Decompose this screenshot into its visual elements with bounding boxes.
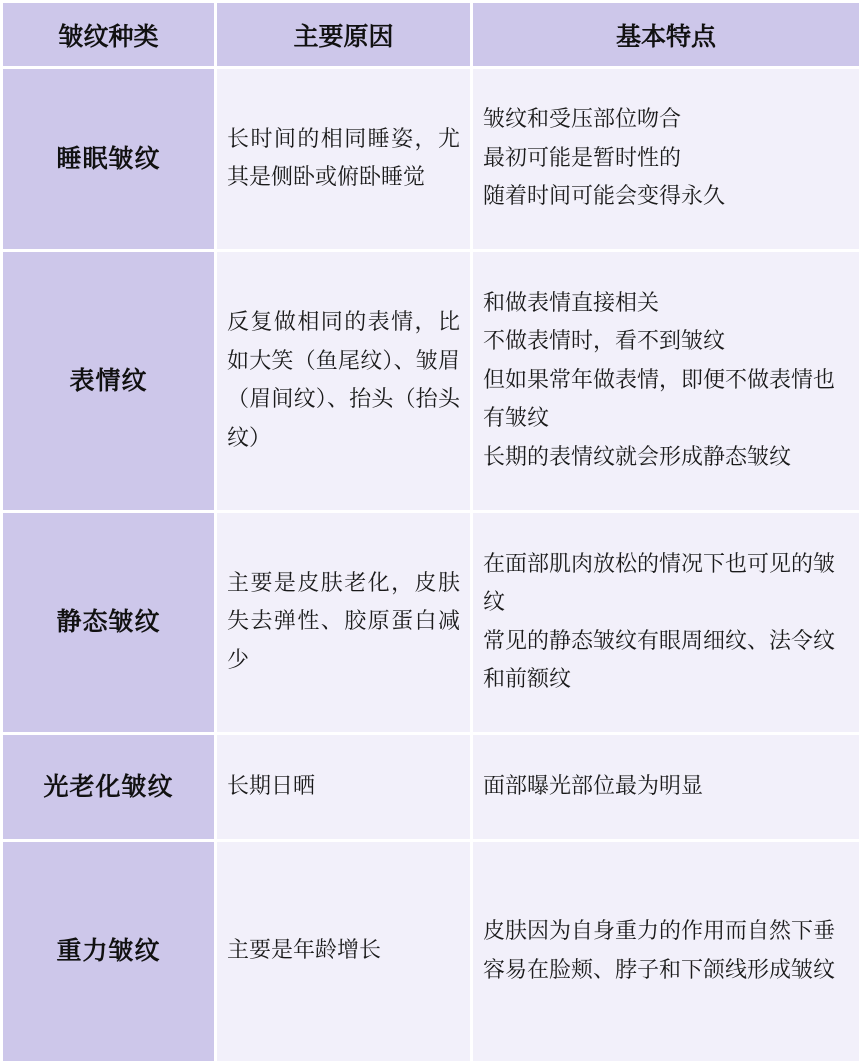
table-row	[3, 735, 859, 839]
wrinkle-type: 睡眠皱纹	[3, 69, 214, 249]
main-cause: 主要是皮肤老化，皮肤失去弹性、胶原蛋白减少	[217, 513, 470, 732]
feature-line: 最初可能是暂时性的	[483, 145, 682, 171]
feature-line: 但如果常年做表情，即便不做表情也有皱纹	[483, 367, 836, 432]
feature-line: 常见的静态皱纹有眼周细纹、法令纹和前额纹	[483, 628, 836, 692]
wrinkle-type: 重力皱纹	[3, 842, 214, 1061]
feature-line: 容易在脸颊、脖子和下颌线形成皱纹	[483, 957, 836, 983]
wrinkle-type: 表情纹	[3, 252, 214, 510]
feature-line: 不做表情时，看不到皱纹	[483, 329, 726, 355]
main-cause: 长期日晒	[217, 735, 470, 839]
feature-line: 皱纹和受压部位吻合	[483, 107, 682, 133]
header-row	[3, 3, 859, 66]
feature-line: 面部曝光部位最为明显	[483, 773, 704, 799]
basic-features	[473, 252, 859, 510]
main-cause: 主要是年龄增长	[217, 842, 470, 1061]
basic-features	[473, 513, 859, 732]
basic-features	[473, 842, 859, 1061]
feature-line: 和做表情直接相关	[483, 290, 660, 316]
header-type: 皱纹种类	[3, 3, 214, 66]
feature-line: 长期的表情纹就会形成静态皱纹	[483, 444, 792, 470]
wrinkle-type: 静态皱纹	[3, 513, 214, 732]
header-cause: 主要原因	[217, 3, 470, 66]
table-row	[3, 513, 859, 732]
feature-line: 随着时间可能会变得永久	[483, 184, 726, 210]
basic-features	[473, 69, 859, 249]
wrinkle-type: 光老化皱纹	[3, 735, 214, 839]
feature-line: 皮肤因为自身重力的作用而自然下垂	[483, 919, 836, 944]
basic-features	[473, 735, 859, 839]
feature-line: 在面部肌肉放松的情况下也可见的皱纹	[483, 551, 836, 615]
main-cause: 反复做相同的表情，比如大笑（鱼尾纹）、皱眉（眉间纹）、抬头（抬头纹）	[217, 252, 470, 510]
table-row	[3, 842, 859, 1061]
table-row	[3, 69, 859, 249]
header-features: 基本特点	[473, 3, 859, 66]
table-row	[3, 252, 859, 510]
main-cause: 长时间的相同睡姿，尤其是侧卧或俯卧睡觉	[217, 69, 470, 249]
